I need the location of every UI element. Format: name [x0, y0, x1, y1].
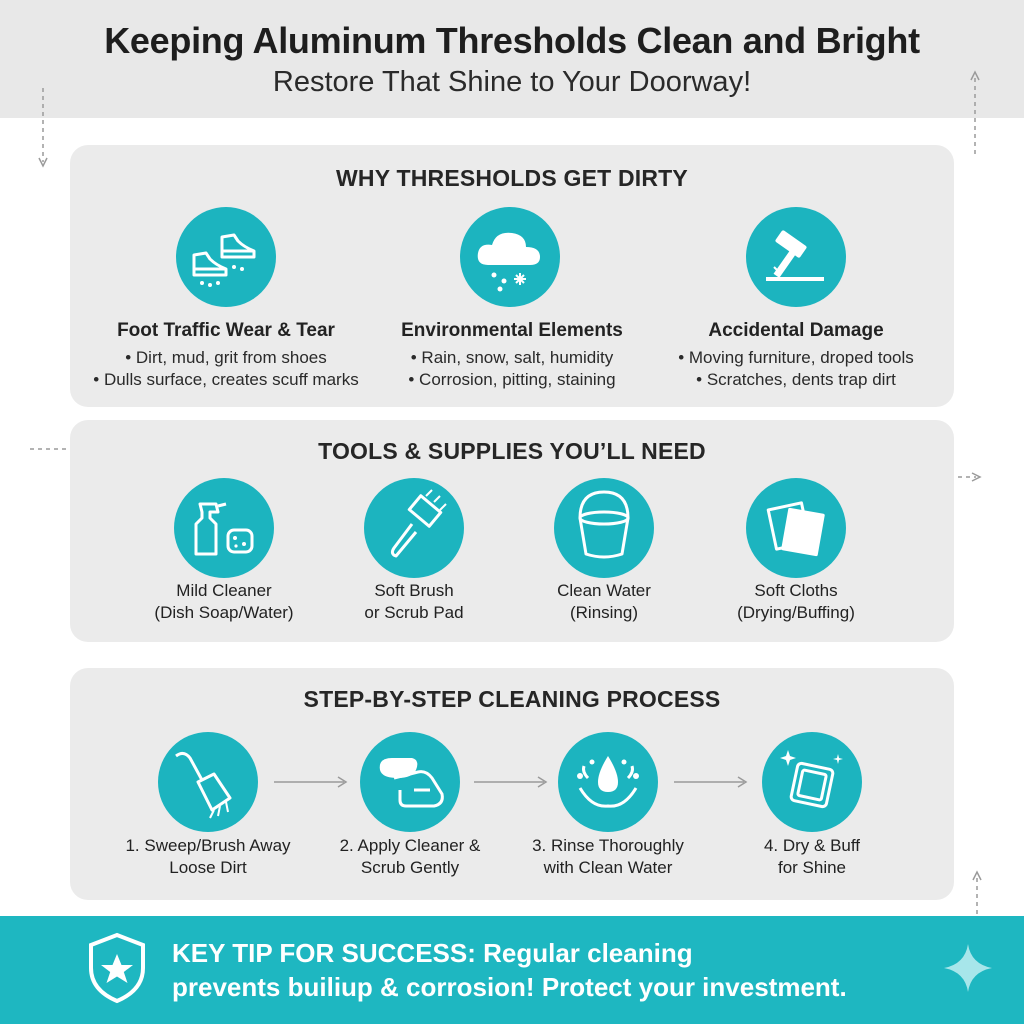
- water-splash-icon: [558, 732, 658, 832]
- weather-cloud-icon: [460, 207, 560, 307]
- why-item-title: Accidental Damage: [708, 320, 884, 341]
- shine-cloth-icon: [762, 732, 862, 832]
- arrow-right-icon: [474, 772, 550, 792]
- cloths-icon: [746, 478, 846, 578]
- arrow-right-icon: [274, 772, 350, 792]
- why-item-line: • Rain, snow, salt, humidity: [410, 348, 614, 367]
- step-label: 2. Apply Cleaner &: [339, 836, 481, 855]
- sweep-brush-icon: [158, 732, 258, 832]
- why-section-title: WHY THRESHOLDS GET DIRTY: [336, 165, 688, 191]
- tool-label: (Rinsing): [569, 603, 639, 622]
- why-item-line: • Dirt, mud, grit from shoes: [125, 348, 327, 367]
- why-item-title: Environmental Elements: [401, 320, 623, 341]
- step-label: with Clean Water: [543, 858, 673, 877]
- key-tip-line2: prevents builiup & corrosion! Protect your investment.: [172, 972, 847, 1002]
- hammer-icon: [746, 207, 846, 307]
- sparkle-icon: [942, 942, 994, 994]
- step-label: 3. Rinse Thoroughly: [532, 836, 684, 855]
- why-item-line: • Scratches, dents trap dirt: [696, 370, 896, 389]
- shoes-icon: [176, 207, 276, 307]
- tools-section-title: TOOLS & SUPPLIES YOU’LL NEED: [318, 438, 706, 464]
- step-label: Scrub Gently: [360, 858, 460, 877]
- key-tip-text: [172, 936, 932, 1004]
- dashed-arrow-down-icon: [36, 88, 50, 172]
- step-label: 4. Dry & Buff: [763, 836, 861, 855]
- why-panel: [70, 145, 954, 407]
- arrow-right-icon: [674, 772, 750, 792]
- bucket-icon: [554, 478, 654, 578]
- page-title: Keeping Aluminum Thresholds Clean and Bright: [104, 20, 920, 61]
- why-item-title: Foot Traffic Wear & Tear: [117, 320, 335, 341]
- brush-icon: [364, 478, 464, 578]
- why-item-line: • Corrosion, pitting, staining: [408, 370, 616, 389]
- step-label: Loose Dirt: [169, 858, 247, 877]
- scrub-hand-icon: [360, 732, 460, 832]
- tool-label: (Drying/Buffing): [737, 603, 855, 622]
- steps-panel: [70, 668, 954, 900]
- tools-panel: [70, 420, 954, 642]
- key-tip-label: KEY TIP FOR SUCCESS:: [172, 938, 476, 968]
- tool-label: Soft Brush: [374, 581, 454, 600]
- why-item-line: • Moving furniture, droped tools: [678, 348, 914, 367]
- dashed-arrow-up-icon: [968, 70, 982, 156]
- steps-section-title: STEP-BY-STEP CLEANING PROCESS: [303, 686, 721, 712]
- tool-label: Soft Cloths: [754, 581, 838, 600]
- tool-label: Mild Cleaner: [176, 581, 272, 600]
- step-label: for Shine: [777, 858, 847, 877]
- shield-star-icon: [86, 932, 148, 1004]
- dashed-arrow-up-icon: [970, 870, 984, 916]
- step-label: 1. Sweep/Brush Away: [125, 836, 291, 855]
- key-tip-line1: Regular cleaning: [475, 938, 693, 968]
- page-subtitle: Restore That Shine to Your Doorway!: [272, 66, 752, 98]
- tool-label: or Scrub Pad: [364, 603, 464, 622]
- spray-bottle-sponge-icon: [174, 478, 274, 578]
- tool-label: (Dish Soap/Water): [154, 603, 294, 622]
- tool-label: Clean Water: [557, 581, 651, 600]
- why-item-line: • Dulls surface, creates scuff marks: [93, 370, 359, 389]
